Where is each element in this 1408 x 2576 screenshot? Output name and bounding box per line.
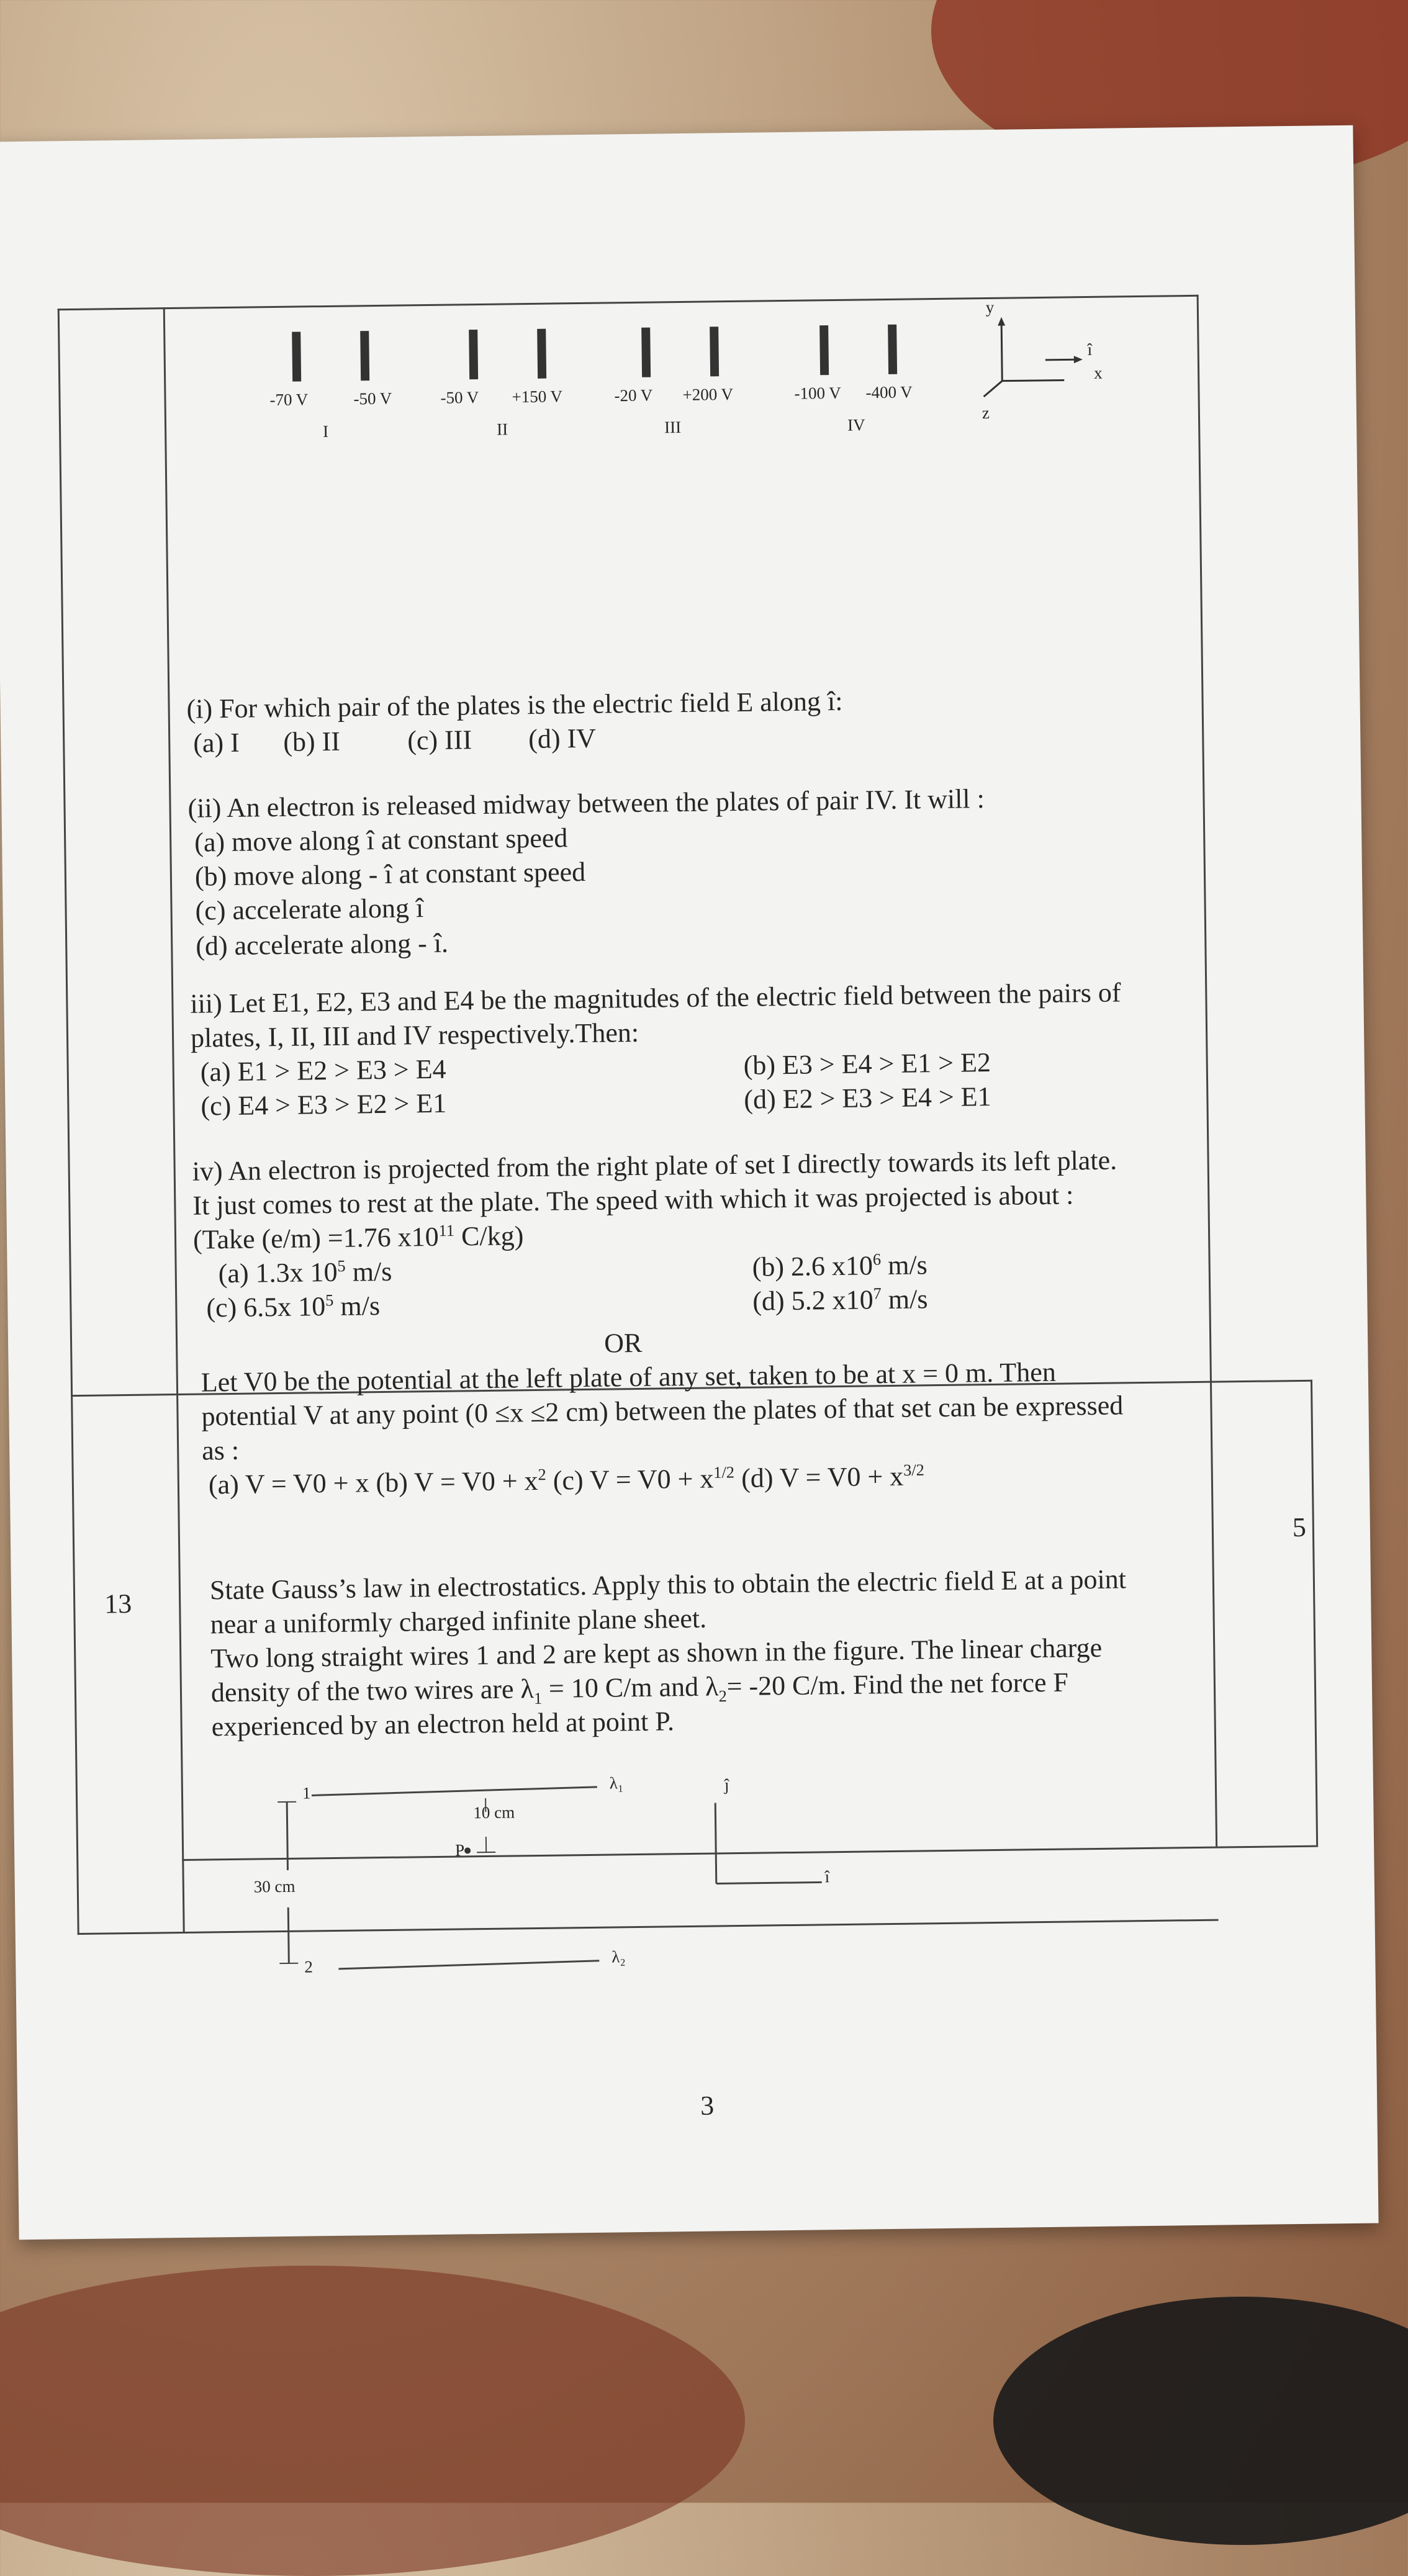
plate-set-label: IV (847, 415, 865, 436)
plate-set-label: II (497, 419, 508, 440)
or-option-b-exponent: 2 (538, 1465, 546, 1484)
distance-10cm-label: 10 cm (473, 1802, 515, 1824)
take-unit: C/kg) (454, 1220, 524, 1251)
i-hat-label: î (824, 1867, 829, 1888)
plate-I-left-voltage: -70 V (269, 389, 308, 411)
option-b-base: (b) 2.6 x10 (752, 1250, 873, 1282)
axes-diagram (964, 302, 1108, 416)
option-c-base: (c) 6.5x 10 (206, 1291, 325, 1323)
question-i-option-d: (d) IV (528, 721, 596, 756)
question-iii-option-d: (d) E2 > E3 > E4 > E1 (744, 1079, 991, 1117)
question-i-option-a: (a) I (193, 726, 240, 760)
question-iii-option-c: (c) E4 > E3 > E2 > E1 (201, 1086, 446, 1124)
or-option-d-exponent: 3/2 (903, 1461, 924, 1479)
option-c-unit: m/s (333, 1290, 380, 1322)
axis-y-label: y (986, 297, 995, 318)
plate-IV-left (819, 325, 829, 375)
question-or-line1: Let V0 be the potential at the left plate of any set, taken to be at x = 0 m. Then (201, 1355, 1057, 1400)
wire-1-label: 1 (302, 1783, 311, 1804)
question-iv-line1: iv) An electron is projected from the right plate of set I directly towards its left plate. (192, 1143, 1117, 1189)
lambda2-subscript: 2 (718, 1687, 727, 1705)
option-d-unit: m/s (882, 1284, 928, 1315)
or-option-c: (c) V = V0 + x (546, 1463, 713, 1495)
table-border (163, 307, 185, 1934)
option-d-base: (d) 5.2 x10 (752, 1284, 873, 1316)
plate-II-right-voltage: +150 V (512, 386, 562, 408)
question-i-option-b: (b) II (283, 724, 340, 759)
table-border (58, 308, 79, 1935)
question-ii-option-b: (b) move along - î at constant speed (195, 855, 586, 894)
lambda1-subscript: 1 (534, 1689, 543, 1708)
question-13-line2: near a uniformly charged infinite plane sheet. (210, 1601, 706, 1642)
plate-IV-left-voltage: -100 V (794, 383, 841, 405)
plate-III-right (710, 327, 719, 376)
question-ii-option-d: (d) accelerate along - î. (196, 926, 448, 963)
question-iv-option-b (752, 1248, 927, 1284)
line4-part-c: = -20 C/m. Find the net force F (726, 1667, 1068, 1702)
question-or-line3: as : (202, 1433, 240, 1468)
line4-part-b: = 10 C/m and λ (542, 1671, 719, 1703)
lambda-2-label: λ₂ (611, 1947, 626, 1968)
question-or-line2: potential V at any point (0 ≤x ≤2 cm) between the plates of that set can be expressed (201, 1388, 1123, 1433)
question-iii-option-b: (b) E3 > E4 > E1 > E2 (743, 1045, 991, 1083)
question-ii-option-c: (c) accelerate along î (195, 891, 423, 927)
table-border (1311, 1380, 1318, 1845)
plate-set-label: III (664, 417, 681, 438)
distance-30cm-label: 30 cm (254, 1876, 296, 1898)
question-marks: 5 (1293, 1510, 1307, 1544)
plates-figure (0, 125, 1353, 142)
option-a-base: (a) 1.3x 10 (218, 1257, 337, 1289)
plate-I-right (360, 331, 369, 381)
axis-z-label: z (982, 403, 990, 424)
question-iv-line2: It just comes to rest at the plate. The speed with which it was projected is about : (192, 1178, 1074, 1222)
plate-set-label: I (323, 421, 328, 443)
question-i-option-c: (c) III (407, 723, 472, 757)
question-iv-option-a (218, 1254, 392, 1290)
wire-2-label: 2 (304, 1957, 313, 1978)
line4-part-a: density of the two wires are λ (211, 1673, 534, 1708)
question-ii-option-a: (a) move along î at constant speed (194, 821, 568, 859)
or-option-d: (d) V = V0 + x (734, 1461, 904, 1493)
or-option-c-exponent: 1/2 (713, 1462, 734, 1481)
plate-IV-right (888, 325, 897, 374)
table-border (1197, 295, 1218, 1847)
question-13-line5: experienced by an electron held at point P. (211, 1704, 674, 1744)
fabric-background (993, 2297, 1408, 2545)
question-iii-line1: iii) Let E1, E2, E3 and E4 be the magnitudes of the electric field between the pairs of (190, 975, 1121, 1020)
question-ii: (ii) An electron is released midway between the plates of pair IV. It will : (187, 781, 985, 826)
plate-I-right-voltage: -50 V (353, 389, 392, 410)
take-text: (Take (e/m) =1.76 x10 (193, 1222, 439, 1255)
axis-x-label: x (1094, 363, 1103, 384)
plate-III-left (641, 328, 651, 377)
question-iv-option-c (206, 1289, 380, 1325)
fabric-background (0, 2266, 745, 2576)
j-hat-label: ĵ (724, 1775, 729, 1796)
wire-figure (250, 1770, 873, 1988)
option-b-unit: m/s (881, 1250, 927, 1281)
question-iv-option-d (752, 1282, 928, 1318)
option-c-exponent: 5 (325, 1290, 334, 1309)
question-13-line3: Two long straight wires 1 and 2 are kept as shown in the figure. The linear charge (210, 1631, 1102, 1676)
lambda-1-label: λ₁ (610, 1773, 624, 1794)
question-13-line1: State Gauss’s law in electrostatics. Apply this to obtain the electric field E at a point (210, 1562, 1127, 1607)
plate-III-right-voltage: +200 V (682, 384, 733, 406)
or-option-ab: (a) V = V0 + x (b) V = V0 + x (209, 1466, 538, 1500)
page-number: 3 (700, 2089, 715, 2123)
plate-III-left-voltage: -20 V (614, 385, 652, 407)
plate-I-left (292, 331, 301, 381)
question-iv-take (193, 1218, 524, 1256)
question-number: 13 (104, 1587, 132, 1621)
option-d-exponent: 7 (873, 1284, 882, 1303)
option-b-exponent: 6 (873, 1250, 882, 1269)
take-exponent: 11 (438, 1221, 454, 1240)
question-iii-option-a: (a) E1 > E2 > E3 > E4 (200, 1052, 446, 1089)
plate-II-left (469, 330, 478, 379)
option-a-unit: m/s (345, 1256, 392, 1287)
plate-IV-right-voltage: -400 V (865, 382, 913, 403)
or-label: OR (604, 1326, 643, 1361)
question-i: (i) For which pair of the plates is the electric field E along î: (186, 684, 842, 726)
exam-page (0, 125, 1379, 2240)
plate-II-right (537, 329, 546, 379)
option-a-exponent: 5 (337, 1256, 346, 1275)
point-p-label: P (455, 1840, 464, 1861)
question-iii-line2: plates, I, II, III and IV respectively.Then: (191, 1016, 639, 1055)
plate-II-left-voltage: -50 V (440, 387, 479, 409)
axis-i-label: î (1087, 340, 1092, 361)
